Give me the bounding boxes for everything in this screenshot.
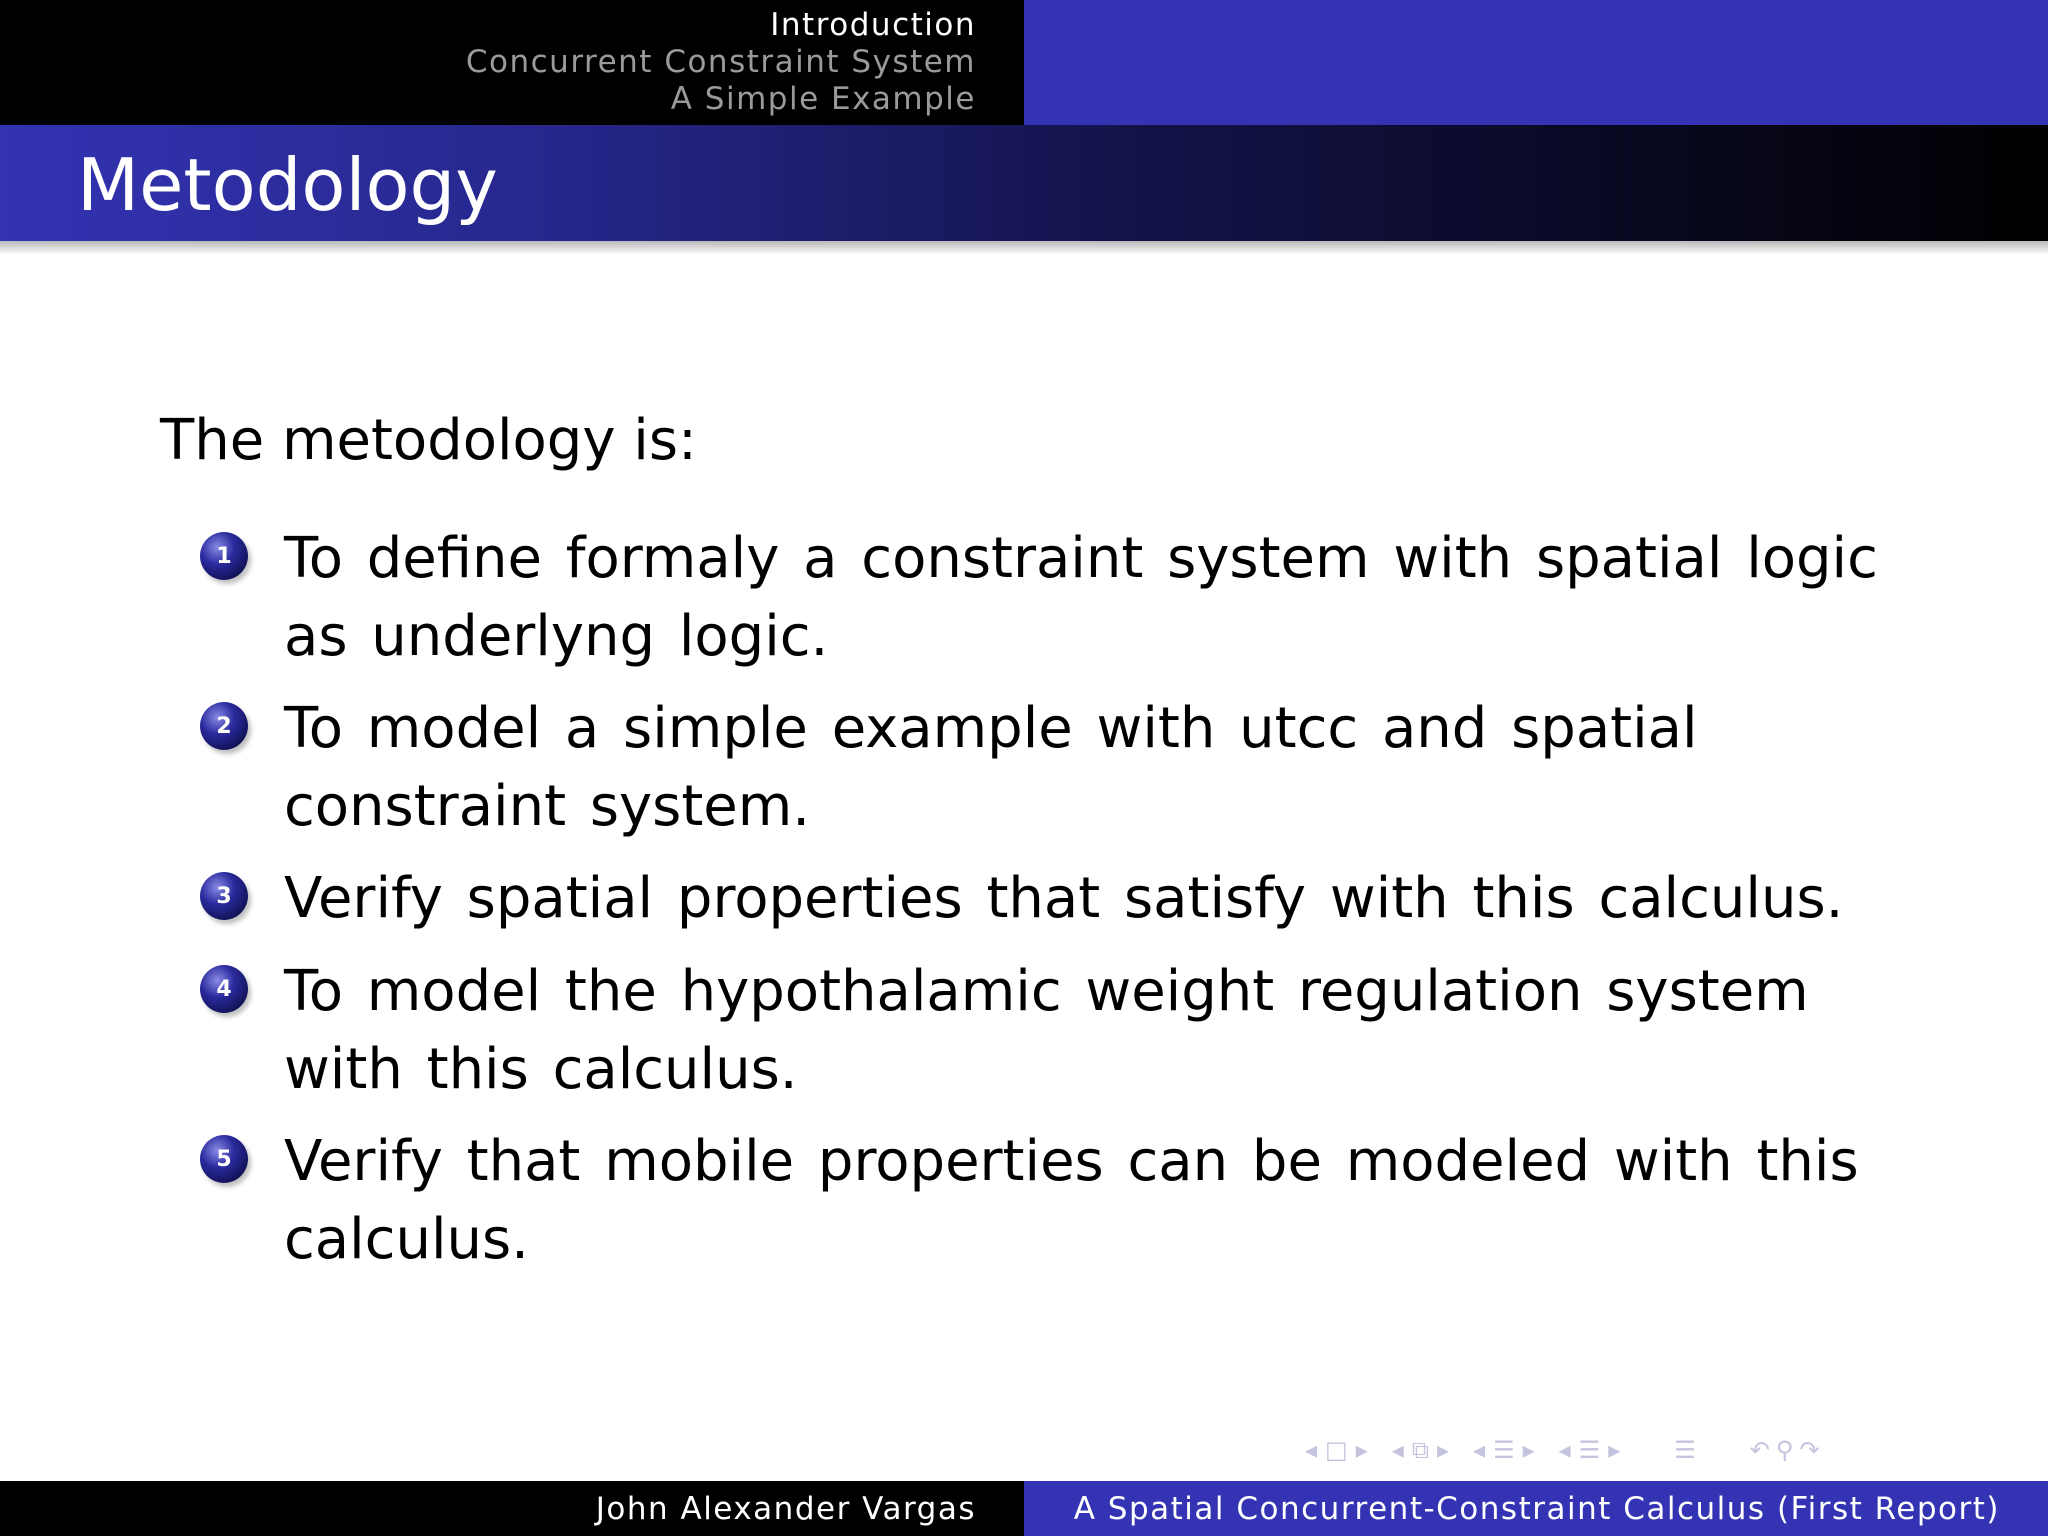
nav-frame-next-icon[interactable]: ▸ (1355, 1436, 1368, 1464)
navigation-symbols (1305, 1432, 1820, 1468)
nav-document-next-icon[interactable]: ▸ (1608, 1436, 1621, 1464)
nav-outline-icon[interactable]: ☰ (1674, 1436, 1696, 1464)
list-item-text: To model a simple example with utcc and spatial constraint system. (284, 696, 1698, 839)
nav-frame-prev-icon[interactable]: ◂ (1305, 1436, 1318, 1464)
nav-subsection-icon[interactable]: ⧉ (1411, 1436, 1429, 1464)
nav-frame-icon[interactable]: □ (1325, 1436, 1348, 1464)
list-item-text: To model the hypothalamic weight regulation system with this calculus. (284, 959, 1809, 1102)
nav-back-icon[interactable]: ↶ (1749, 1436, 1770, 1464)
footer-title-text: A Spatial Concurrent-Constraint Calculus (First Report) (1073, 1490, 2000, 1527)
headline-section-introduction[interactable]: Introduction (770, 7, 976, 43)
nav-forward-icon[interactable]: ↷ (1799, 1436, 1820, 1464)
item-number-badge: 2 (200, 702, 248, 750)
item-number-badge: 4 (200, 965, 248, 1013)
nav-subsection-prev-icon[interactable]: ◂ (1391, 1436, 1404, 1464)
nav-section-next-icon[interactable]: ▸ (1522, 1436, 1535, 1464)
nav-document-prev-icon[interactable]: ◂ (1558, 1436, 1571, 1464)
nav-search-icon[interactable]: ⚲ (1775, 1436, 1794, 1464)
footer-title (1024, 1481, 2048, 1536)
headline-section-concurrent-constraint-system[interactable]: Concurrent Constraint System (465, 44, 976, 80)
intro-text: The metodology is: (160, 408, 697, 473)
list-item-text: To define formaly a constraint system with spatial logic as underlyng logic. (284, 526, 1878, 669)
frame-title-shadow (0, 241, 2048, 255)
footer-author-text: John Alexander Vargas (595, 1490, 976, 1527)
nav-subsection-next-icon[interactable]: ▸ (1436, 1436, 1450, 1464)
headline-section-simple-example[interactable]: A Simple Example (670, 81, 976, 117)
nav-section-icon[interactable]: ☰ (1493, 1436, 1515, 1464)
item-number-badge: 3 (200, 872, 248, 920)
frame-title: Metodology (77, 143, 498, 227)
headline-right-panel (1024, 0, 2048, 125)
list-item-text: Verify spatial properties that satisfy with this calculus. (284, 866, 1844, 931)
footer-author (0, 1481, 1024, 1536)
item-number-badge: 1 (200, 532, 248, 580)
list-item-text: Verify that mobile properties can be modeled with this calculus. (284, 1129, 1859, 1272)
headline-section-list (0, 0, 1024, 125)
nav-document-icon[interactable]: ☰ (1578, 1436, 1601, 1464)
nav-section-prev-icon[interactable]: ◂ (1473, 1436, 1486, 1464)
item-number-badge: 5 (200, 1135, 248, 1183)
